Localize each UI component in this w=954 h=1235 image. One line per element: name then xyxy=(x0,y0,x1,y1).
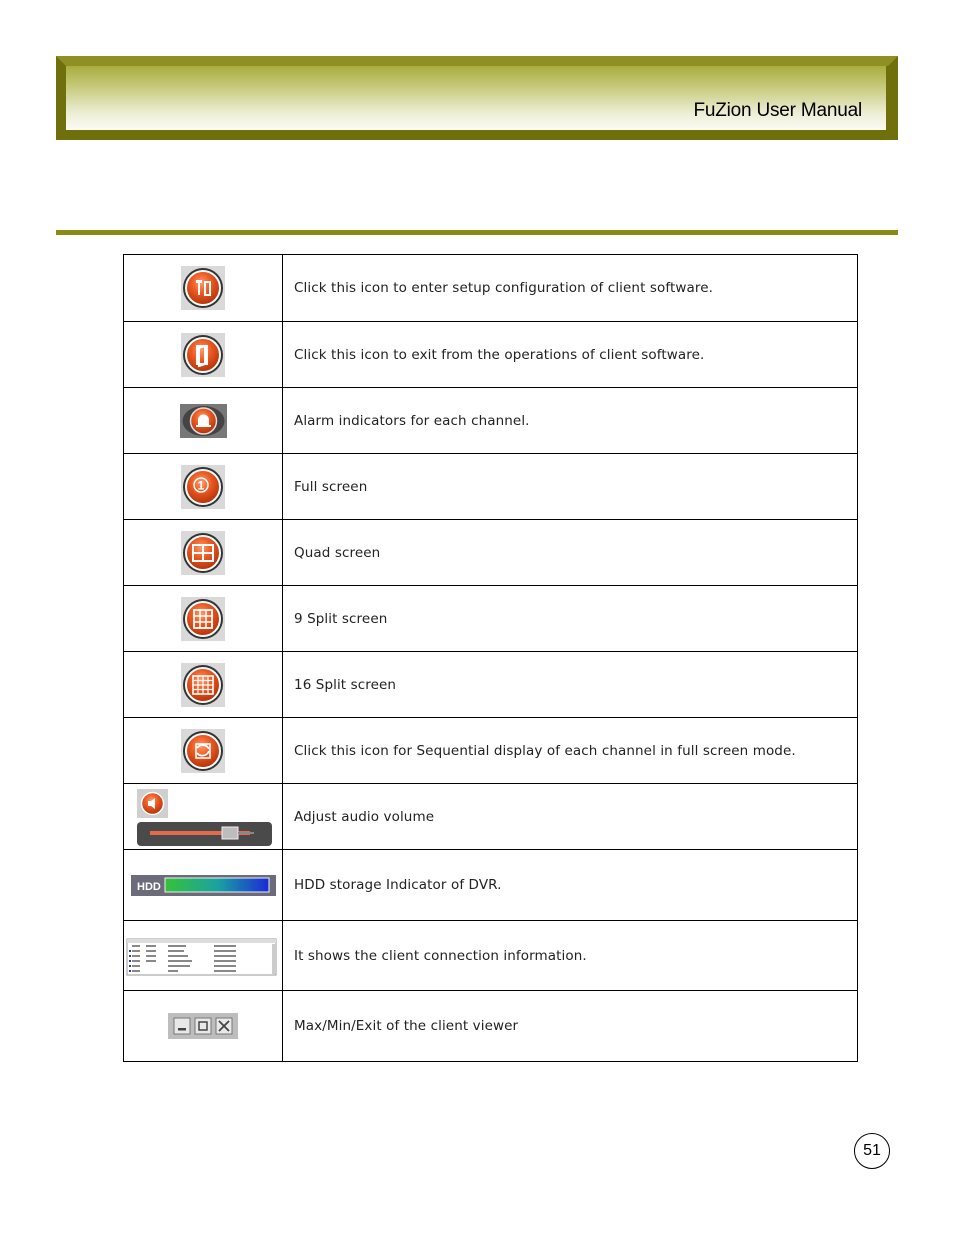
table-row xyxy=(124,652,858,718)
row-description: Quad screen xyxy=(283,520,858,586)
audio-volume-icon xyxy=(124,785,282,849)
alarm-bell-icon xyxy=(180,404,227,438)
row-description: Click this icon to exit from the operations of client software. xyxy=(283,322,858,388)
table-row xyxy=(124,718,858,784)
row-description: HDD storage Indicator of DVR. xyxy=(283,850,858,921)
table-row xyxy=(124,586,858,652)
row-description: It shows the client connection information. xyxy=(283,921,858,991)
row-description: Click this icon to enter setup configuration of client software. xyxy=(283,255,858,322)
exit-door-icon xyxy=(181,333,225,377)
quad-screen-icon xyxy=(181,531,225,575)
row-description: Click this icon for Sequential display of each channel in full screen mode. xyxy=(283,718,858,784)
table-row xyxy=(124,991,858,1062)
sixteen-split-icon xyxy=(181,663,225,707)
table-row xyxy=(124,388,858,454)
row-description: Full screen xyxy=(283,454,858,520)
table-row xyxy=(124,322,858,388)
row-description: Max/Min/Exit of the client viewer xyxy=(283,991,858,1062)
hdd-label: HDD xyxy=(137,881,161,893)
row-description: Alarm indicators for each channel. xyxy=(283,388,858,454)
icon-reference-table xyxy=(123,254,858,1062)
manual-title: FuZion User Manual xyxy=(693,100,862,121)
window-controls-icon xyxy=(168,1013,238,1039)
page-number: 51 xyxy=(854,1133,890,1169)
hdd-storage-icon xyxy=(124,865,282,905)
row-description: Adjust audio volume xyxy=(283,784,858,850)
nine-split-icon xyxy=(181,597,225,641)
sequential-display-icon xyxy=(181,729,225,773)
header-banner xyxy=(56,56,898,140)
row-description: 9 Split screen xyxy=(283,586,858,652)
table-row xyxy=(124,921,858,991)
full-screen-label: 1 xyxy=(197,478,205,492)
table-row xyxy=(124,850,858,921)
client-connection-list-icon xyxy=(124,936,282,976)
table-row xyxy=(124,454,858,520)
table-row xyxy=(124,520,858,586)
setup-tools-icon xyxy=(181,266,225,310)
full-screen-icon xyxy=(181,465,225,509)
section-rule xyxy=(56,230,898,235)
table-row xyxy=(124,255,858,322)
table-row xyxy=(124,784,858,850)
row-description: 16 Split screen xyxy=(283,652,858,718)
